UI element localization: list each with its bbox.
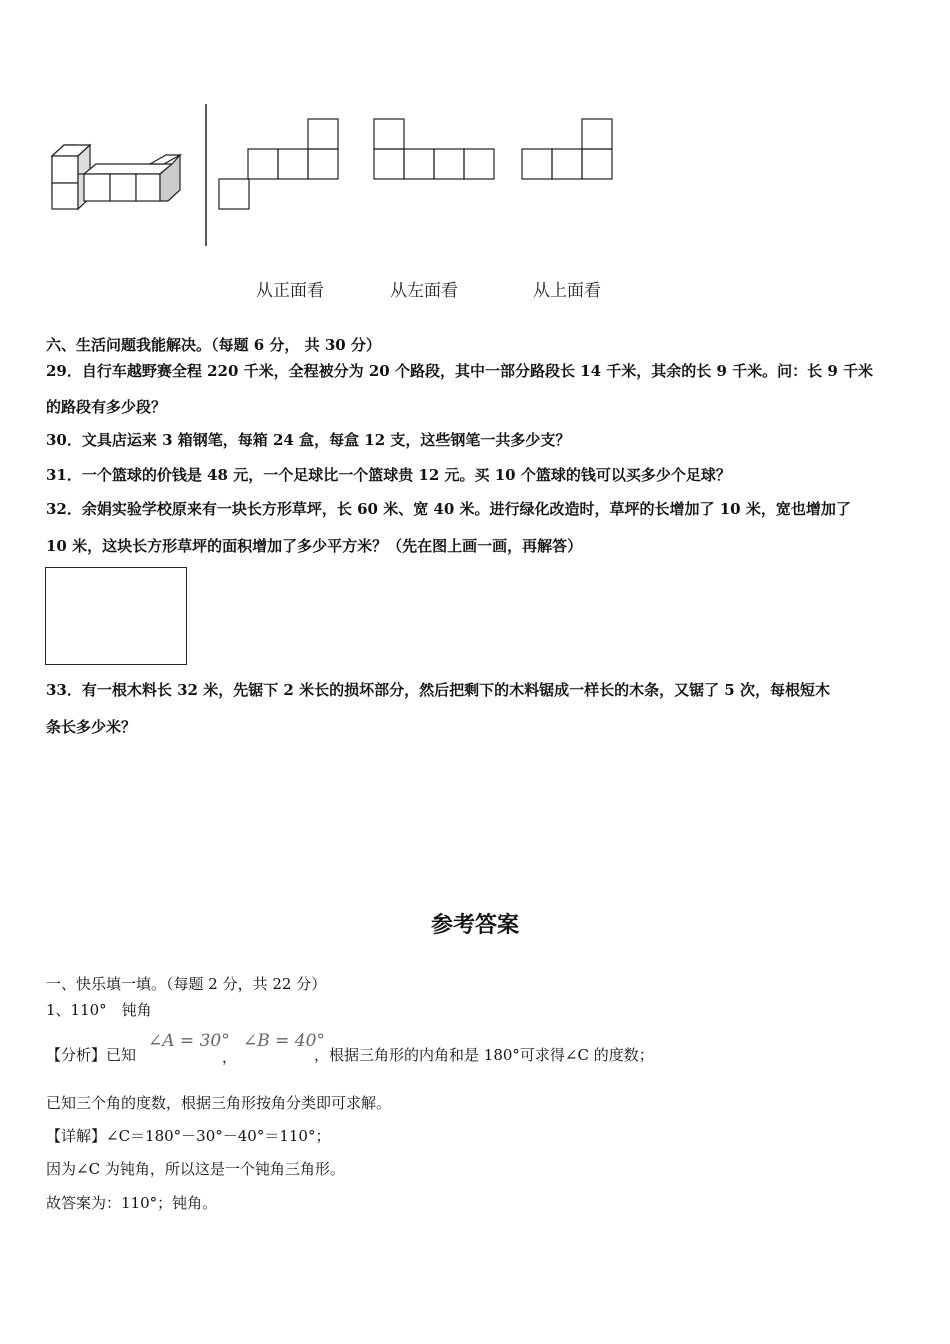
because-line: 因为∠C 为钝角，所以这是一个钝角三角形。 <box>46 1160 345 1178</box>
q33-line1: 33．有一根木料长 32 米，先锯下 2 米长的损坏部分，然后把剩下的木料锯成一样长的木条，又锯了 5 次，每根短木 <box>46 681 830 699</box>
math-angle-b: ∠B = 40° <box>243 1031 325 1051</box>
detail-line: 【详解】∠C＝180°－30°－40°＝110°； <box>46 1127 331 1145</box>
section6-heading: 六、生活问题我能解决。（每题 6 分， 共 30 分） <box>46 336 381 354</box>
math-angle-a: ∠A = 30° <box>148 1031 230 1051</box>
q29-line2: 的路段有多少段？ <box>46 398 167 416</box>
left-view-grid <box>374 119 494 179</box>
q30-text: 30．文具店运来 3 箱钢笔，每箱 24 盒，每盒 12 支，这些钢笔一共多少支？ <box>46 431 571 449</box>
front-view-grid <box>219 119 338 209</box>
q32-line2: 10 米，这块长方形草坪的面积增加了多少平方米？（先在图上画一画，再解答） <box>46 537 583 555</box>
analysis-line2: 已知三个角的度数，根据三角形按角分类即可求解。 <box>46 1094 392 1112</box>
lawn-rectangle-drawing <box>45 567 187 665</box>
q31-text: 31．一个篮球的价钱是 48 元，一个足球比一个篮球贵 12 元。买 10 个篮球的钱可以买多少个足球？ <box>46 466 731 484</box>
answers-title: 参考答案 <box>430 912 519 938</box>
analysis-comma: ， <box>222 1048 238 1066</box>
caption-left-view: 从左面看 <box>390 281 458 301</box>
isometric-cubes-drawing <box>52 145 180 209</box>
answers-section1-heading: 一、快乐填一填。（每题 2 分，共 22 分） <box>46 975 327 993</box>
caption-top-view: 从上面看 <box>533 281 601 301</box>
q33-line2: 条长多少米？ <box>46 718 137 736</box>
analysis-suffix: ，根据三角形的内角和是 180°可求得∠C 的度数； <box>314 1046 654 1064</box>
top-view-grid <box>522 119 612 179</box>
q32-line1: 32．余娟实验学校原来有一块长方形草坪，长 60 米、宽 40 米。进行绿化改造时，草坪的长增加了 10 米，宽也增加了 <box>46 500 851 518</box>
final-answer-line: 故答案为：110°；钝角。 <box>46 1194 218 1212</box>
q29-line1: 29．自行车越野赛全程 220 千米，全程被分为 20 个路段，其中一部分路段长 14 千米，其余的长 9 千米。问：长 9 千米 <box>46 362 874 380</box>
answer-1: 1、110° 钝角 <box>46 1001 152 1019</box>
cube-views-figure <box>40 98 630 258</box>
analysis-prefix: 【分析】已知 <box>46 1046 137 1064</box>
caption-front-view: 从正面看 <box>256 281 324 301</box>
